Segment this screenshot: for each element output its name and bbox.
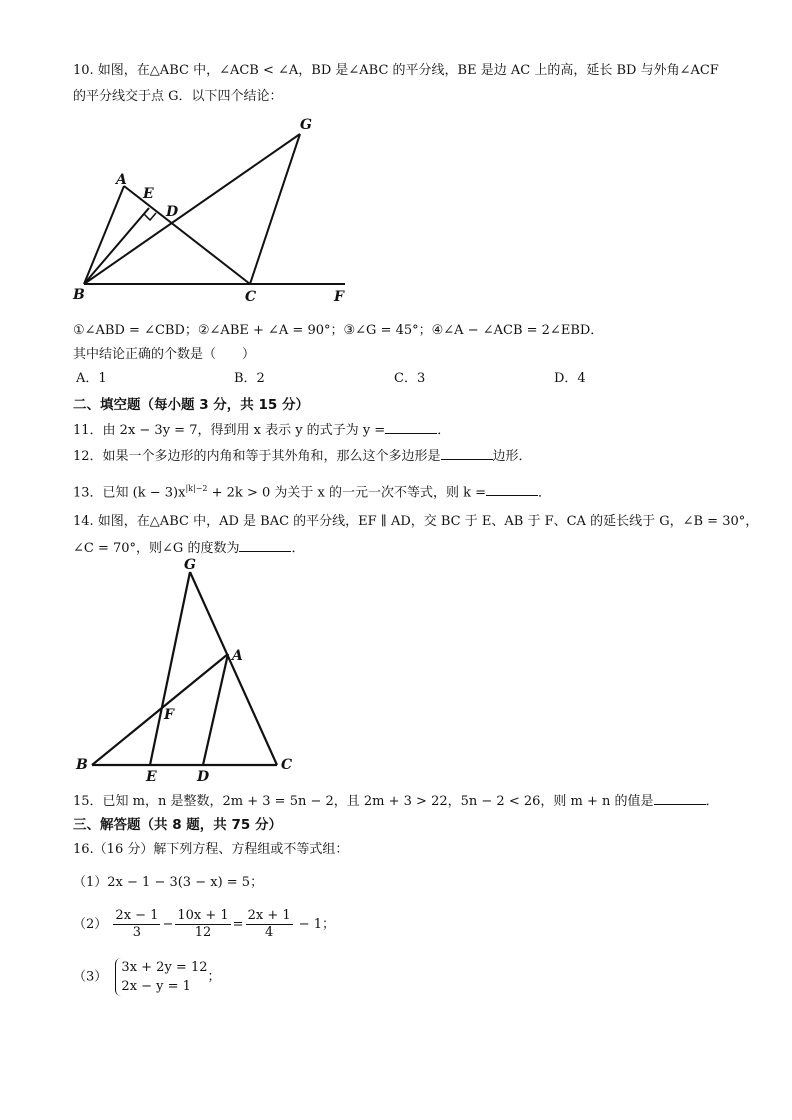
q10-stem-line1: 10. 如图，在△ABC 中，∠ACB < ∠A，BD 是∠ABC 的平分线，BE 是边 AC 上的高，延长 BD 与外角∠ACF bbox=[73, 63, 719, 78]
segment-ge bbox=[150, 572, 190, 765]
q10-stem-line2: 的平分线交于点 G．以下四个结论： bbox=[73, 89, 283, 104]
q16-title: 16.（16 分）解下列方程、方程组或不等式组： bbox=[73, 842, 349, 857]
q14-end: ． bbox=[291, 541, 305, 556]
fraction bbox=[175, 908, 230, 941]
q12-end: 边形． bbox=[492, 449, 532, 464]
equation-2: 2x − y = 1 bbox=[121, 979, 191, 994]
q16-part1 bbox=[73, 874, 263, 892]
denominator: 4 bbox=[264, 925, 274, 940]
q15-end: ． bbox=[705, 794, 719, 809]
label-g: G bbox=[300, 117, 312, 133]
q15-answer-blank[interactable] bbox=[654, 792, 706, 805]
q12-text: 12．如果一个多边形的内角和等于其外角和，那么这个多边形是 bbox=[73, 449, 441, 464]
q10-option-c[interactable]: C．3 bbox=[394, 371, 426, 386]
segment-gc bbox=[190, 572, 277, 765]
denominator: 3 bbox=[132, 925, 142, 940]
q16-p2-tail: − 1； bbox=[294, 917, 336, 932]
q12-answer-blank[interactable] bbox=[441, 447, 493, 460]
label-d: D bbox=[197, 769, 210, 785]
q14-answer-blank[interactable] bbox=[239, 539, 291, 552]
label-c: C bbox=[281, 757, 293, 773]
equation-system bbox=[115, 958, 207, 996]
q10-option-b[interactable]: B．2 bbox=[234, 371, 265, 386]
q10-question: 其中结论正确的个数是（ ） bbox=[73, 347, 256, 362]
q14-figure bbox=[70, 555, 310, 785]
q16-p3-tail: ； bbox=[207, 969, 221, 985]
q13-answer-blank[interactable] bbox=[486, 483, 538, 496]
fraction bbox=[113, 908, 160, 941]
section-3-heading: 三、解答题（共 8 题，共 75 分） bbox=[73, 817, 282, 833]
label-b: B bbox=[76, 757, 88, 773]
label-e: E bbox=[143, 186, 154, 202]
q13-end: ． bbox=[538, 485, 552, 501]
label-d: D bbox=[166, 204, 179, 220]
q13-pre: 13．已知 (k − 3)x bbox=[73, 485, 186, 501]
q16-p2-label: （2） bbox=[73, 917, 108, 932]
label-c: C bbox=[245, 289, 257, 305]
q12 bbox=[73, 447, 532, 466]
q10-figure bbox=[70, 112, 370, 307]
denominator: 12 bbox=[194, 925, 212, 940]
q10-conclusions: ①∠ABD = ∠CBD；②∠ABE + ∠A = 90°；③∠G = 45°；④∠A − ∠ACB = 2∠EBD． bbox=[73, 323, 604, 338]
q11 bbox=[73, 421, 450, 440]
q11-text: 11．由 2x − 3y = 7，得到用 x 表示 y 的式子为 y = bbox=[73, 423, 386, 438]
q10-option-a[interactable]: A．1 bbox=[76, 371, 107, 386]
numerator: 10x + 1 bbox=[177, 908, 229, 923]
q14-line2-text: ∠C = 70°，则∠G 的度数为 bbox=[73, 541, 240, 556]
segment-cg bbox=[250, 134, 300, 284]
label-g: G bbox=[184, 557, 196, 573]
section-2-heading: 二、填空题（每小题 3 分，共 15 分） bbox=[73, 397, 309, 413]
q16-p1-eq: 2x − 1 − 3(3 − x) = 5； bbox=[107, 875, 264, 890]
q13-exponent: |k|−2 bbox=[185, 484, 208, 493]
numerator: 2x − 1 bbox=[115, 908, 159, 923]
q16-p1-label: （1） bbox=[73, 875, 108, 890]
label-b: B bbox=[73, 287, 85, 303]
numerator: 2x + 1 bbox=[247, 908, 291, 923]
q13 bbox=[73, 480, 551, 502]
fraction bbox=[246, 908, 293, 941]
label-f: F bbox=[334, 289, 344, 305]
q15-text: 15．已知 m，n 是整数，2m + 3 = 5n − 2，且 2m + 3 > 22，5n − 2 < 26，则 m + n 的值是 bbox=[73, 794, 654, 809]
q16-part2: （2） $\frac{2x - 1}{3}$ − $\frac{10x + 1}{12}$ = $\frac{2x + 1}{4}$ − 1； bbox=[73, 908, 336, 940]
q15 bbox=[73, 792, 719, 811]
label-e: E bbox=[146, 769, 157, 785]
q13-mid: + 2k > 0 为关于 x 的一元一次不等式，则 k = bbox=[207, 485, 486, 501]
q11-end: ． bbox=[437, 423, 451, 438]
q16-part3 bbox=[73, 958, 221, 996]
q11-answer-blank[interactable] bbox=[385, 421, 437, 434]
q10-option-d[interactable]: D．4 bbox=[554, 371, 586, 386]
q16-p3-label: （3） bbox=[73, 969, 108, 985]
label-a: A bbox=[116, 172, 127, 188]
label-f: F bbox=[164, 707, 174, 723]
q14-stem-line1: 14. 如图，在△ABC 中，AD 是 BAC 的平分线，EF ∥ AD，交 BC 于 E、AB 于 F、CA 的延长线于 G，∠B = 30°， bbox=[73, 514, 759, 529]
segment-bg bbox=[84, 134, 300, 284]
label-a: A bbox=[232, 648, 243, 664]
right-angle-mark bbox=[144, 213, 156, 220]
equation-1: 3x + 2y = 12 bbox=[121, 960, 208, 975]
